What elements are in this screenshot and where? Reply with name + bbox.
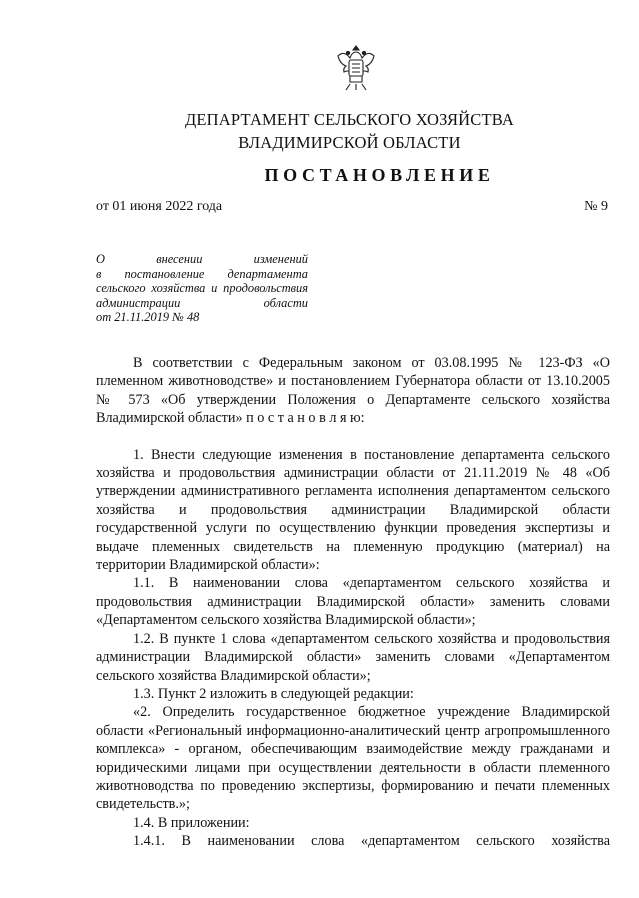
issuer-line-1: ДЕПАРТАМЕНТ СЕЛЬСКОГО ХОЗЯЙСТВА (184, 110, 515, 129)
document-body (96, 354, 610, 851)
paragraph-1-2: 1.2. В пункте 1 слова «департаментом сельского хозяйства и продовольствия администрации Владимирской области» заменить словами «Департаментом сельского хозяйства Владимирской области»; (96, 630, 610, 684)
paragraph-1: 1. Внести следующие изменения в постановление департамента сельского хозяйства и продовольствия администрации области от 21.11.2019 № 48 «Об утверждении административного регламента исполнения департаментом сельского хозяйства и продовольствия администрации Владимирской области государственной услуги по осуществлению функции проведения экспертизы и выдаче племенных свидетельств на племенную продукцию (материал) на территории Владимирской области»: (96, 446, 610, 574)
subject-line-2: в постановление департамента (96, 266, 308, 281)
document-date: от 01 июня 2022 года (96, 199, 223, 214)
document-subject (96, 252, 308, 325)
subject-line-4: администрации области (96, 295, 308, 310)
document-number: № 9 (584, 199, 608, 214)
subject-line-1: О внесении изменений (96, 252, 308, 266)
subject-line-3: сельского хозяйства и продовольствия (96, 281, 308, 296)
document-title: ПОСТАНОВЛЕНИЕ (264, 165, 495, 185)
preamble-paragraph: В соответствии с Федеральным законом от 03.08.1995 № 123-ФЗ «О племенном животноводстве» и постановлением Губернатора области от 13.10.2005 № 573 «Об утверждении Положения о Департаменте сельского хозяйства Владимирской области» п о с т а н о в л я ю: (96, 355, 610, 427)
issuer-header (0, 108, 639, 154)
paragraph-1-3: 1.3. Пункт 2 изложить в следующей редакции: (133, 685, 414, 702)
coat-of-arms-icon (334, 42, 378, 92)
issuer-line-2: ВЛАДИМИРСКОЙ ОБЛАСТИ (238, 133, 461, 152)
quoted-paragraph-2: «2. Определить государственное бюджетное учреждение Владимирской области «Региональный информационно-аналитический центр агропромышленного комплекса» - органом, обеспечивающим взаимодействие между гражданами и юридическими лицами при осуществлении деятельности в области племенного животноводства по проведению экспертизы, формированию и печати племенных свидетельств.»; (96, 704, 610, 813)
paragraph-1-4-1: 1.4.1. В наименовании слова «департаментом сельского хозяйства (133, 833, 610, 850)
paragraph-1-1: 1.1. В наименовании слова «департаментом сельского хозяйства и продовольствия администрации Владимирской области» заменить словами «Департаментом сельского хозяйства Владимирской области»; (96, 575, 610, 629)
paragraph-1-4: 1.4. В приложении: (133, 814, 250, 831)
subject-line-5: от 21.11.2019 № 48 (96, 310, 200, 325)
